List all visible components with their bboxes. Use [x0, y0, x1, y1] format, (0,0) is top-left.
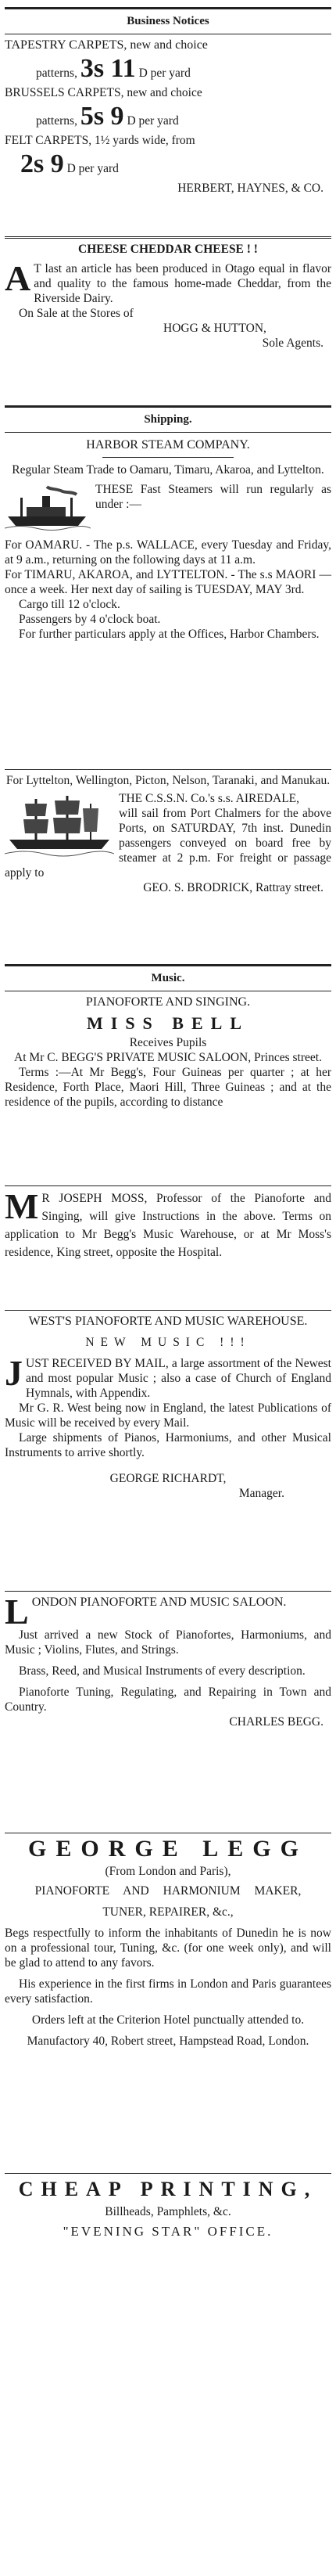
airedale-body-1: THE C.S.S.N. Co.'s s.s. AIREDALE, [119, 792, 300, 805]
rule [5, 1591, 331, 1592]
airedale-ad [5, 773, 331, 961]
rule [5, 1310, 331, 1311]
legg-body-3: Orders left at the Criterion Hotel punctually attended to. [31, 2013, 305, 2027]
cheese-body-wrap [5, 258, 331, 306]
rule [5, 964, 331, 966]
cheese-body: T last an article has been produced in Otago equal in flavor and quality to the famous home-made Cheddar, from the Riverside Dairy. [34, 262, 331, 305]
london-signature: CHARLES BEGG. [229, 1715, 323, 1729]
moss-body: R JOSEPH MOSS, Professor of the Pianoforte and Singing, will give Instructions in the above. Terms on application to Mr Begg's Music Warehouse, or at Mr Moss's residence, King street, opposite the Hospital. [5, 1192, 331, 1259]
harbor-steam-ad [5, 437, 331, 766]
rule [5, 405, 331, 408]
london-dropcap: L [5, 1592, 29, 1632]
london-title-wrap [5, 1592, 331, 1632]
legg-body-1: Begs respectfully to inform the inhabitants of Dunedin he is now on a professional tour, Tuning, &c. (for one week only), and will be glad to attend to any favors. [5, 1927, 331, 1970]
carpets-line-6 [5, 151, 331, 178]
legg-from: (From London and Paris), [105, 1865, 231, 1878]
rule [5, 769, 331, 770]
rule [5, 2173, 331, 2174]
cheese-dropcap: A [5, 258, 31, 298]
harbor-title: HARBOR STEAM COMPANY. [86, 438, 250, 452]
harbor-timaru: For TIMARU, AKAROA, and LYTTELTON. - The s.s MAORI — once a week. Her next day of sailing is TUESDAY, MAY 3rd. [5, 568, 331, 596]
carpets-ad [5, 38, 331, 233]
printing-ad [5, 2178, 331, 2276]
sailing-ship-icon [5, 793, 114, 862]
steamship-icon [5, 484, 91, 534]
legg-heading: GEORGE LEGG [28, 1836, 308, 1862]
carpets-line-3: BRUSSELS CARPETS, new and choice [5, 86, 202, 99]
wests-body-2: Mr G. R. West being now in England, the latest Publications of Music will be received by every Mail. [5, 1401, 331, 1430]
cheese-onsale: On Sale at the Stores of [19, 307, 134, 320]
carpets-line-2 [5, 56, 331, 82]
wests-new-music: NEW MUSIC !!! [85, 1336, 251, 1349]
harbor-oamaru: For OAMARU. - The p.s. WALLACE, every Tuesday and Friday, at 9 a.m., returning on the following days at 11 a.m. [5, 538, 331, 567]
harbor-regular: Regular Steam Trade to Oamaru, Timaru, Akaroa, and Lyttelton. [12, 463, 324, 477]
bell-title: PIANOFORTE AND SINGING. [85, 995, 251, 1009]
harbor-further: For further particulars apply at the Offices, Harbor Chambers. [19, 628, 320, 641]
section-business-notices: Business Notices [127, 15, 209, 27]
wests-body-3: Large shipments of Pianos, Harmoniums, and other Musical Instruments to arrive shortly. [5, 1431, 331, 1459]
carpets-per-yard-2: D per yard [127, 114, 179, 128]
cheese-title: CHEESE CHEDDAR CHEESE ! ! [78, 243, 258, 256]
legg-body-4: Manufactory 40, Robert street, Hampstead Road, London. [27, 2035, 309, 2048]
bell-at: At Mr C. BEGG'S PRIVATE MUSIC SALOON, Princes street. [14, 1051, 322, 1064]
section-music: Music. [151, 972, 185, 984]
miss-bell-ad [5, 995, 331, 1182]
carpets-per-yard-3: D per yard [66, 162, 119, 175]
carpets-line-1: TAPESTRY CARPETS, new and choice [5, 38, 208, 52]
rule [5, 1185, 331, 1186]
wests-ad [5, 1314, 331, 1588]
wests-body-wrap [5, 1353, 331, 1401]
moss-ad [5, 1186, 331, 1307]
section-shipping: Shipping. [144, 413, 192, 426]
legg-tuner: TUNER, REPAIRER, &c., [102, 1905, 234, 1919]
rule [102, 457, 233, 458]
wests-dropcap: J [5, 1353, 23, 1393]
wests-title: WEST'S PIANOFORTE AND MUSIC WAREHOUSE. [28, 1315, 308, 1328]
carpets-per-yard-1: D per yard [138, 67, 191, 80]
wests-signature: GEORGE RICHARDT, [109, 1472, 227, 1485]
airedale-routes: For Lyttelton, Wellington, Picton, Nelson, Taranaki, and Manukau. [5, 774, 331, 787]
printing-sub: Billheads, Pamphlets, &c. [105, 2205, 231, 2218]
carpets-price-3: 2s 9 [20, 149, 64, 178]
wests-body-1: UST RECEIVED BY MAIL, a large assortment of the Newest and most popular Music ; also a case of Church of England Hymnals, with Appendix. [26, 1357, 331, 1400]
london-body-1: Just arrived a new Stock of Pianofortes, Harmoniums, and Music ; Violins, Flutes, and Strings. [5, 1628, 331, 1657]
bell-heading: MISS BELL [87, 1013, 249, 1033]
legg-ad [5, 1836, 331, 2170]
rule [5, 432, 331, 433]
airedale-body-2: will sail from Port Chalmers for the above Ports, on SATURDAY, 7th inst. Dunedin passengers conveyed on board free by steamer at 2 p.m. For freight or passage apply to [5, 807, 331, 880]
legg-body-2: His experience in the first firms in London and Paris guarantees every satisfaction. [5, 1977, 331, 2006]
wests-manager: Manager. [238, 1487, 284, 1500]
london-ad [5, 1592, 331, 1829]
top-rule [5, 7, 331, 9]
harbor-ship-block [5, 482, 331, 512]
harbor-these: THESE Fast Steamers will run regularly as under :— [95, 483, 331, 511]
carpets-line-5: FELT CARPETS, 1½ yards wide, from [5, 134, 195, 147]
harbor-passengers: Passengers by 4 o'clock boat. [19, 613, 161, 626]
harbor-cargo: Cargo till 12 o'clock. [19, 598, 120, 611]
london-body-2: Brass, Reed, and Musical Instruments of every description. [19, 1664, 306, 1678]
rule [5, 236, 331, 239]
bell-terms: Terms :—At Mr Begg's, Four Guineas per quarter ; at her Residence, Forth Place, Maori Hill, Three Guineas ; and at the residence of the pupils, according to distance [5, 1066, 331, 1109]
printing-heading: CHEAP PRINTING, [18, 2178, 318, 2200]
cheese-firm: HOGG & HUTTON, [163, 322, 266, 335]
cheese-ad [5, 242, 331, 402]
cheese-agents: Sole Agents. [262, 336, 323, 350]
carpets-price-2: 5s 9 [80, 102, 124, 131]
london-title: ONDON PIANOFORTE AND MUSIC SALOON. [31, 1596, 287, 1609]
carpets-line-4 [5, 103, 331, 130]
london-body-3: Pianoforte Tuning, Regulating, and Repairing in Town and Country. [5, 1686, 331, 1714]
carpets-patterns-label-2: patterns, [36, 114, 77, 128]
bell-receives: Receives Pupils [129, 1036, 207, 1049]
moss-dropcap: M [5, 1186, 39, 1226]
carpets-patterns-label: patterns, [36, 67, 77, 80]
legg-trade: PIANOFORTE AND HARMONIUM MAKER, [34, 1884, 302, 1898]
carpets-signature: HERBERT, HAYNES, & CO. [177, 182, 323, 195]
printing-office: "EVENING STAR" OFFICE. [63, 2224, 273, 2239]
carpets-price-1: 3s 11 [80, 54, 136, 83]
airedale-signature: GEO. S. BRODRICK, Rattray street. [143, 881, 323, 894]
